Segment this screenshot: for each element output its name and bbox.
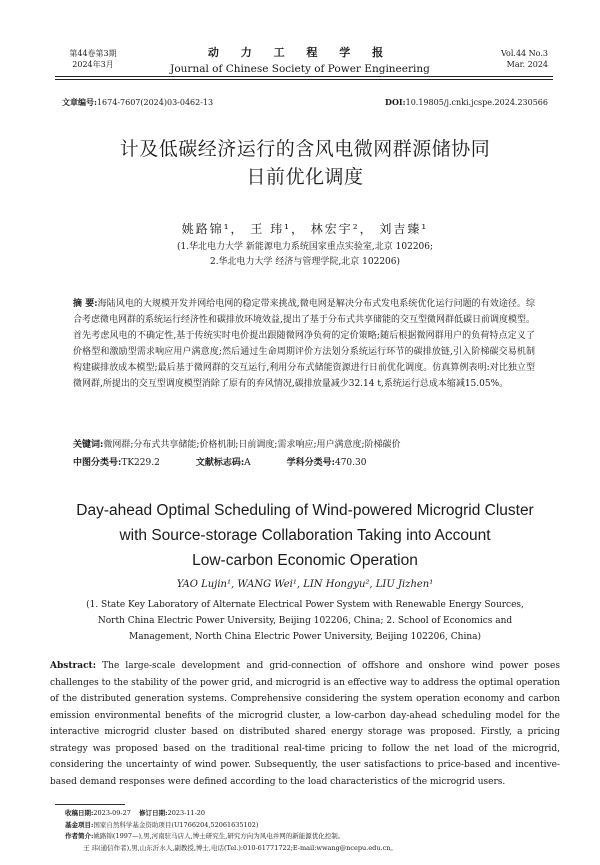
article-ids — [62, 97, 548, 108]
abstract-cn — [73, 296, 535, 392]
doi[interactable]: DOI:10.19805/j.cnki.jcspe.2024.230566 — [385, 97, 548, 107]
classification-cn — [73, 455, 535, 468]
affiliations-en — [65, 597, 545, 645]
affiliation-en-line2: North China Electric Power University, Beijing 102206, China; 2. School of Economics and — [97, 616, 513, 626]
title-cn-line2: 日前优化调度 — [246, 166, 364, 188]
abstract-cn-label: 摘 要: — [73, 299, 98, 309]
footnote-fund: 基金项目:国家自然科学基金资助项目(U1766204,52061635102) — [65, 820, 259, 829]
abstract-en — [50, 658, 560, 790]
affiliation-en-line1: (1. State Key Laboratory of Alternate Electrical Power System with Renewable Energy Sources, — [86, 600, 524, 610]
authors-cn: 姚路锦¹， 王 玮¹， 林宏宇²， 刘吉臻¹ — [181, 222, 429, 236]
abstract-cn-text: 海陆风电的大规模开发并网给电网的稳定带来挑战,微电网是解决分布式发电系统优化运行问题的有效途径。综合考虑微电网群的系统运行经济性和碳排放环境效益,提出了基于分布式共享储能的交互型微网群低碳日前调度模型。首先考虑风电的不确定性,基于传统实时电价提出跟随微网净负荷的定价策略;随后根据微网群用户的负荷特点定义了价格型和激励型需求响应用户满意度;然后通过生命周期评价方法划分系统运行环节的碳排放链,引入阶梯碳交易机制构建碳排放成本模型;最后基于微网群的交互运行,利用分布式储能资源进行日前优化调度。仿真算例表明:对比独立型微网群,所提出的交互型调度模型消除了原有的弃风情况,碳排放量减少32.14 t,系统运行总成本缩减15.05%。 — [73, 299, 535, 389]
clc-number: 中图分类号:TK229.2 — [73, 458, 160, 468]
header-rule-thin — [55, 79, 553, 80]
volume-issue-cn: 第44卷第3期 — [69, 49, 117, 58]
journal-name-cn: 动 力 工 程 学 报 — [207, 46, 393, 59]
footnotes — [65, 808, 565, 854]
affiliations-cn — [60, 240, 550, 270]
title-cn — [60, 135, 550, 191]
affiliation-cn-line2: 2.华北电力大学 经济与管理学院,北京 102206) — [209, 257, 401, 267]
subject-code: 学科分类号:470.30 — [286, 458, 367, 468]
footnote-rule — [55, 804, 125, 805]
affiliation-en-line3: Management, North China Electric Power University, Beijing 102206, China) — [128, 632, 481, 642]
keywords-cn — [73, 437, 535, 450]
article-number: 文章编号:1674-7607(2024)03-0462-13 — [62, 97, 214, 107]
footnote-corresponding: 王 玮(通信作者),男,山东沂水人,副教授,博士,电话(Tel.):010-61771722;E-mail:wwang@ncepu.edu.cn。 — [83, 843, 397, 852]
abstract-en-label: Abstract: — [50, 661, 97, 671]
title-en-line1: Day-ahead Optimal Scheduling of Wind-powered Microgrid Cluster — [76, 502, 534, 519]
title-en — [50, 498, 560, 573]
header-volume-en — [480, 48, 548, 70]
footnote-author: 作者简介:姚路锦(1997—),男,河南驻马店人,博士研究生,研究方向为风电并网的新能源优化控制。 — [65, 832, 345, 840]
title-en-line2: with Source-storage Collaboration Taking into Account — [119, 527, 491, 544]
abstract-en-text: The large-scale development and grid-connection of offshore and onshore wind power poses challenges to the stability of the power grid, and microgrid is an effective way to address the optimal operation of the distributed generation systems. Comprehensive considering the system operation economy and carbon emission environmental benefits of the microgrid cluster, a low-carbon day-ahead scheduling model for the interactive microgrid cluster based on distributed shared energy storage was proposed. Firstly, a pricing strategy was proposed based on the traditional real-time pricing to follow the net load of the microgrid, considering the uncertainty of wind power. Subsequently, the user satisfactions to price-based and incentive-based demand responses were defined according to the load characteristics of the microgrid users. — [50, 661, 560, 787]
keywords-cn-label: 关键词: — [73, 440, 104, 450]
affiliation-cn-line1: (1.华北电力大学 新能源电力系统国家重点实验室,北京 102206; — [176, 242, 434, 252]
footnote-dates: 收稿日期:2023-09-27 修订日期:2023-11-20 — [65, 809, 206, 817]
title-en-line3: Low-carbon Economic Operation — [192, 552, 418, 569]
title-cn-line1: 计及低碳经济运行的含风电微网群源储协同 — [119, 138, 491, 160]
date-cn: 2024年3月 — [72, 60, 114, 69]
keywords-cn-text: 微网群;分布式共享储能;价格机制;日前调度;需求响应;用户满意度;阶梯碳价 — [103, 440, 401, 450]
authors-en: YAO Lujin¹, WANG Wei¹, LIN Hongyu², LIU Jizhen¹ — [176, 579, 434, 590]
volume-issue-en: Vol.44 No.3 — [501, 49, 548, 58]
document-code: 文献标志码:A — [195, 458, 251, 468]
header-rule — [55, 76, 553, 77]
date-en: Mar. 2024 — [506, 60, 548, 69]
header-volume-cn — [58, 48, 128, 70]
journal-name-en: Journal of Chinese Society of Power Engineering — [170, 63, 430, 75]
journal-name — [150, 44, 450, 75]
